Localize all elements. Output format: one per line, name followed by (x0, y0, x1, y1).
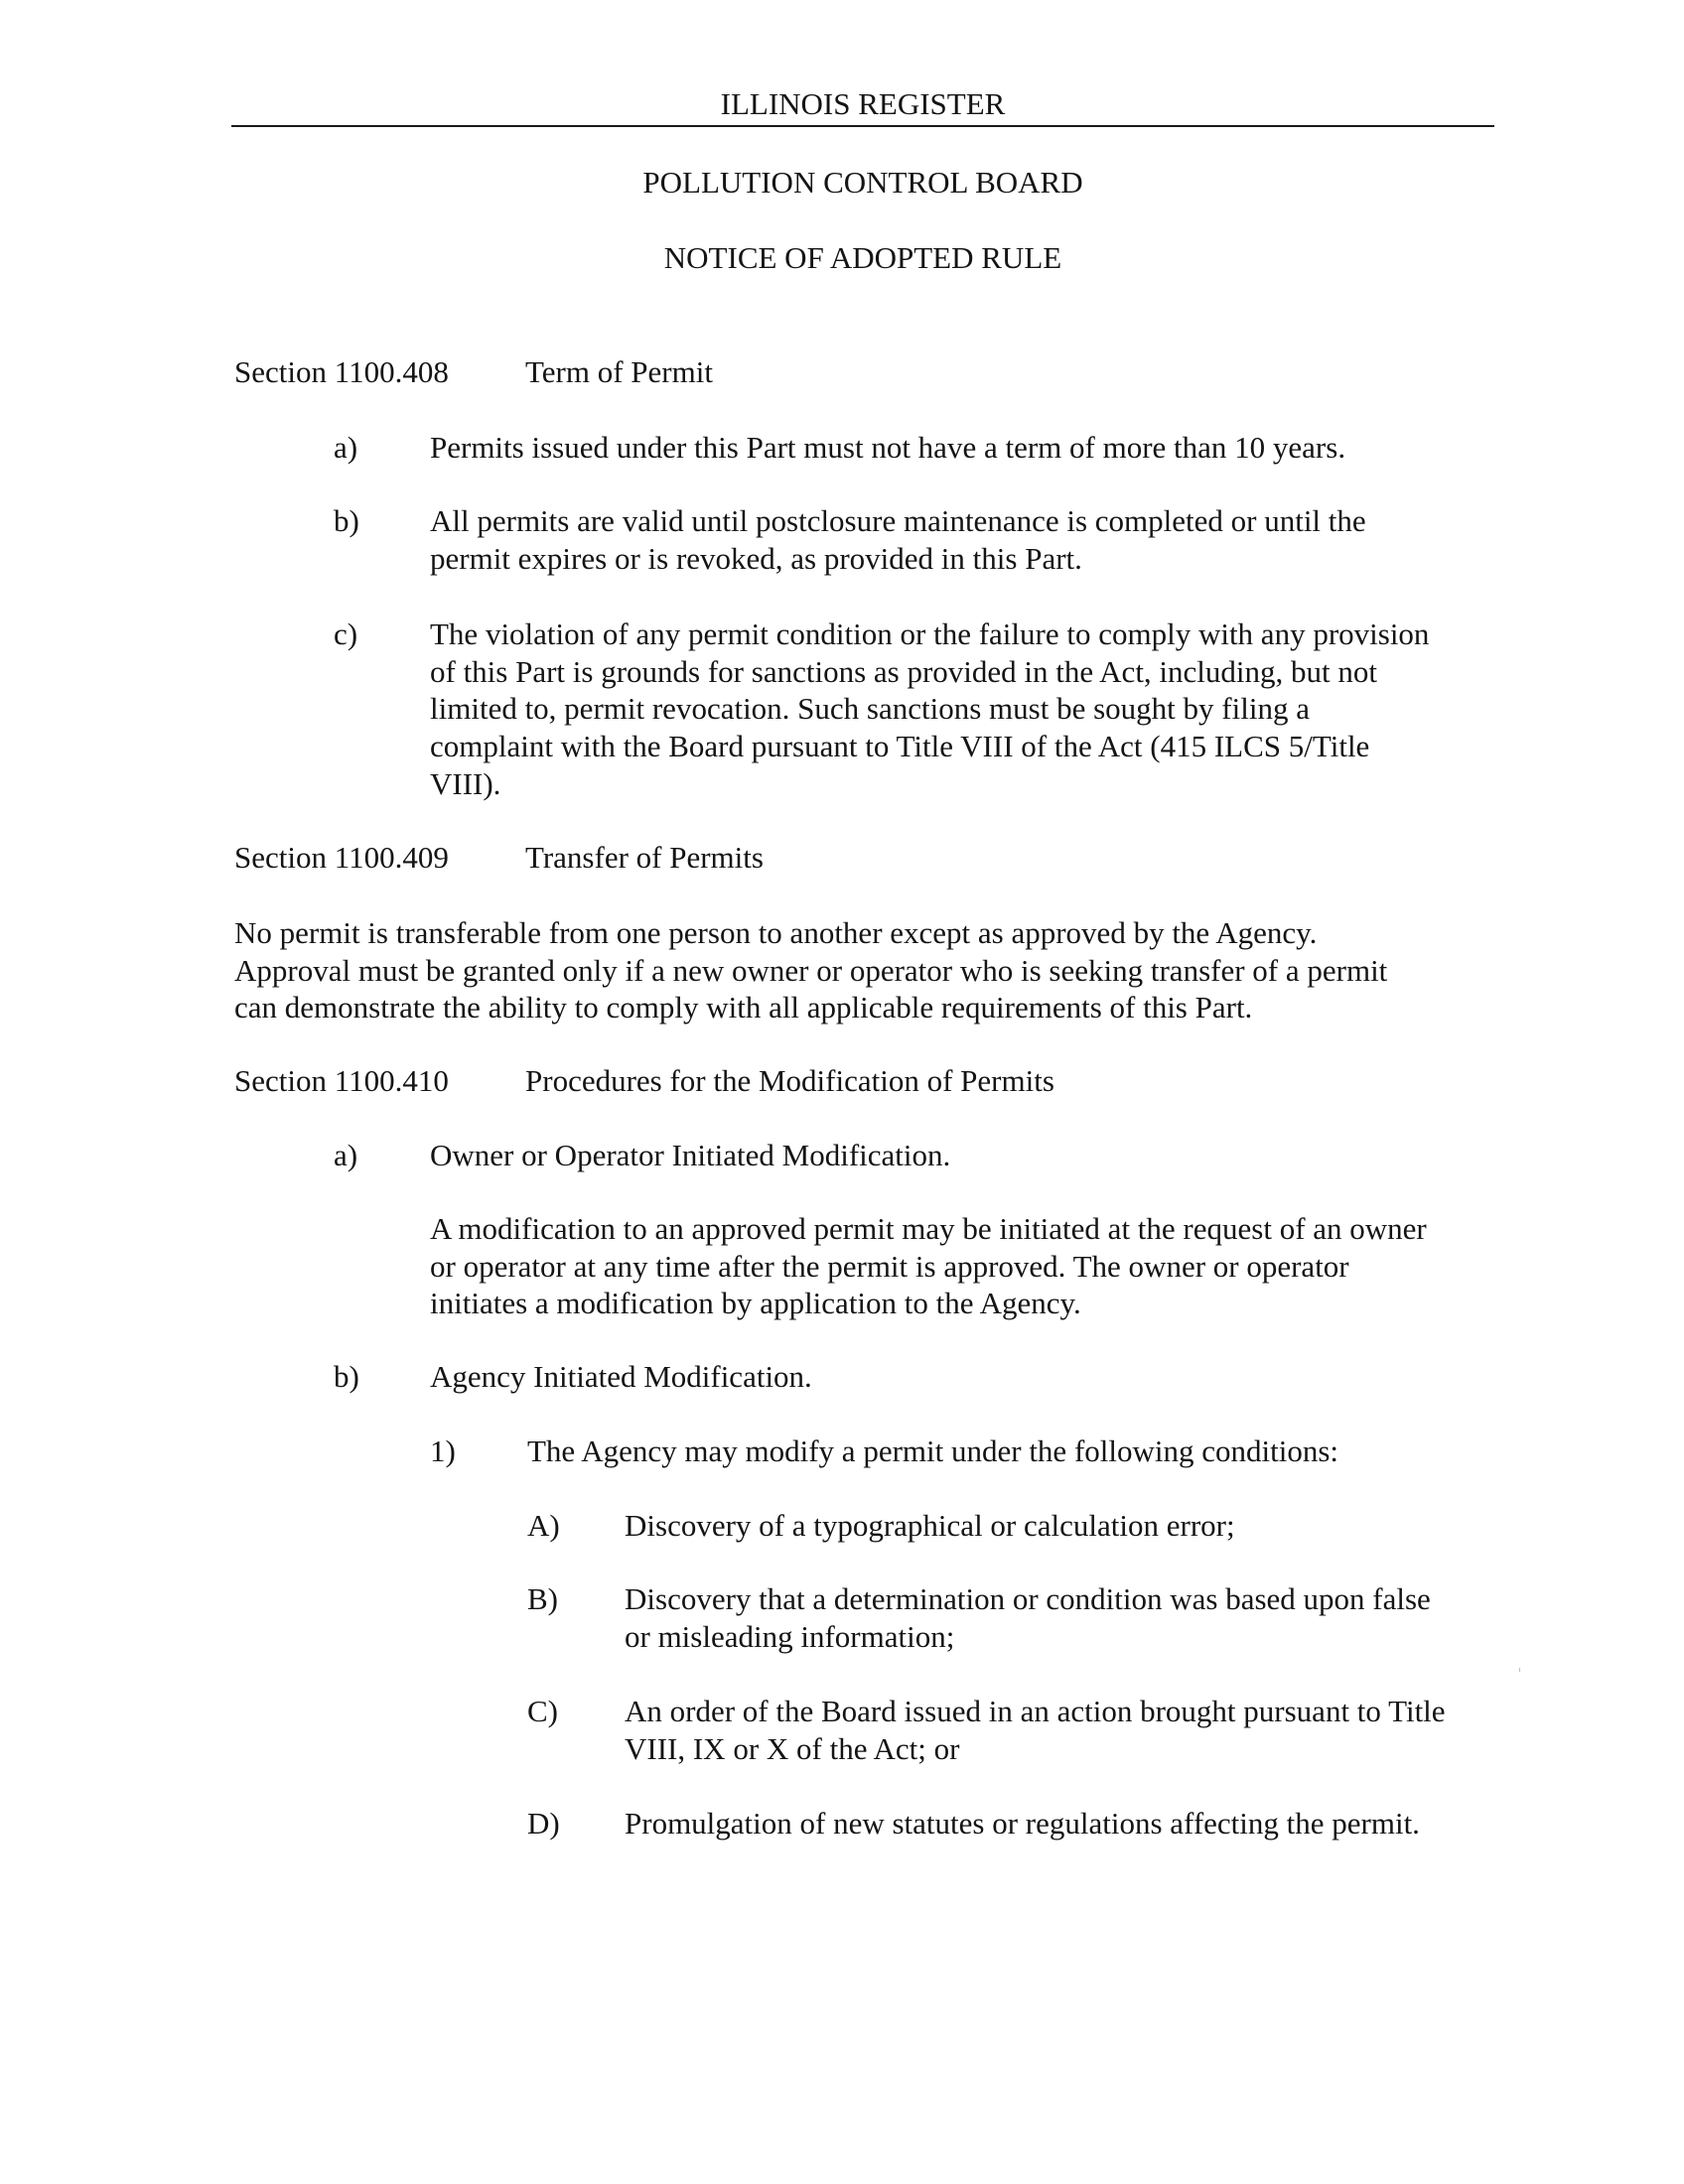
s410-b1-text: The Agency may modify a permit under the following conditions: (527, 1433, 1339, 1468)
s408-a-marker: a) (334, 430, 358, 465)
s410-a-heading: Owner or Operator Initiated Modification. (430, 1138, 951, 1172)
section-410-title: Procedures for the Modification of Permits (525, 1063, 1054, 1098)
s410-b-heading: Agency Initiated Modification. (430, 1359, 812, 1394)
s410-a-line: initiates a modification by application to the Agency. (430, 1286, 1081, 1320)
s410-b1-B-line: Discovery that a determination or condition was based upon false (625, 1581, 1431, 1616)
s408-b-marker: b) (334, 503, 359, 538)
s410-a-line: or operator at any time after the permit is approved. The owner or operator (430, 1249, 1349, 1284)
s410-b1-marker: 1) (430, 1433, 456, 1468)
s408-c-line: of this Part is grounds for sanctions as provided in the Act, including, but not (430, 654, 1378, 689)
s410-b1-A-marker: A) (527, 1508, 560, 1543)
section-408-number: Section 1100.408 (234, 354, 449, 389)
s408-a-line: Permits issued under this Part must not have a term of more than 10 years. (430, 430, 1346, 465)
section-410-number: Section 1100.410 (234, 1063, 449, 1098)
s410-b-marker: b) (334, 1359, 359, 1394)
notice-title: NOTICE OF ADOPTED RULE (663, 240, 1062, 275)
s408-c-line: limited to, permit revocation. Such sanctions must be sought by filing a (430, 691, 1310, 726)
scan-artifact (1519, 1668, 1520, 1672)
s410-b1-C-line: An order of the Board issued in an action brought pursuant to Title (625, 1694, 1446, 1728)
s408-b-line: All permits are valid until postclosure maintenance is completed or until the (430, 503, 1366, 538)
s408-c-line: complaint with the Board pursuant to Title VIII of the Act (415 ILCS 5/Title (430, 729, 1370, 763)
section-409-number: Section 1100.409 (234, 840, 449, 875)
s410-a-marker: a) (334, 1138, 358, 1172)
s410-b1-A-line: Discovery of a typographical or calculation error; (625, 1508, 1235, 1543)
s408-c-line: The violation of any permit condition or the failure to comply with any provision (430, 616, 1430, 651)
s409-line: can demonstrate the ability to comply with all applicable requirements of this Part. (234, 990, 1253, 1024)
register-title: ILLINOIS REGISTER (720, 86, 1006, 121)
s410-b1-B-line: or misleading information; (625, 1619, 955, 1654)
s410-a-line: A modification to an approved permit may be initiated at the request of an owner (430, 1211, 1427, 1246)
s410-b1-B-marker: B) (527, 1581, 558, 1616)
board-name: POLLUTION CONTROL BOARD (642, 165, 1083, 200)
s409-line: No permit is transferable from one person to another except as approved by the Agency. (234, 915, 1318, 950)
s409-line: Approval must be granted only if a new owner or operator who is seeking transfer of a permit (234, 953, 1388, 988)
header-rule (231, 125, 1494, 127)
s410-b1-C-marker: C) (527, 1694, 558, 1728)
s410-b1-D-line: Promulgation of new statutes or regulations affecting the permit. (625, 1806, 1420, 1841)
s408-b-line: permit expires or is revoked, as provided in this Part. (430, 541, 1082, 576)
section-409-title: Transfer of Permits (525, 840, 764, 875)
s410-b1-D-marker: D) (527, 1806, 560, 1841)
section-408-title: Term of Permit (525, 354, 713, 389)
s410-b1-C-line: VIII, IX or X of the Act; or (625, 1731, 960, 1766)
s408-c-marker: c) (334, 616, 358, 651)
s408-c-line: VIII). (430, 766, 501, 801)
